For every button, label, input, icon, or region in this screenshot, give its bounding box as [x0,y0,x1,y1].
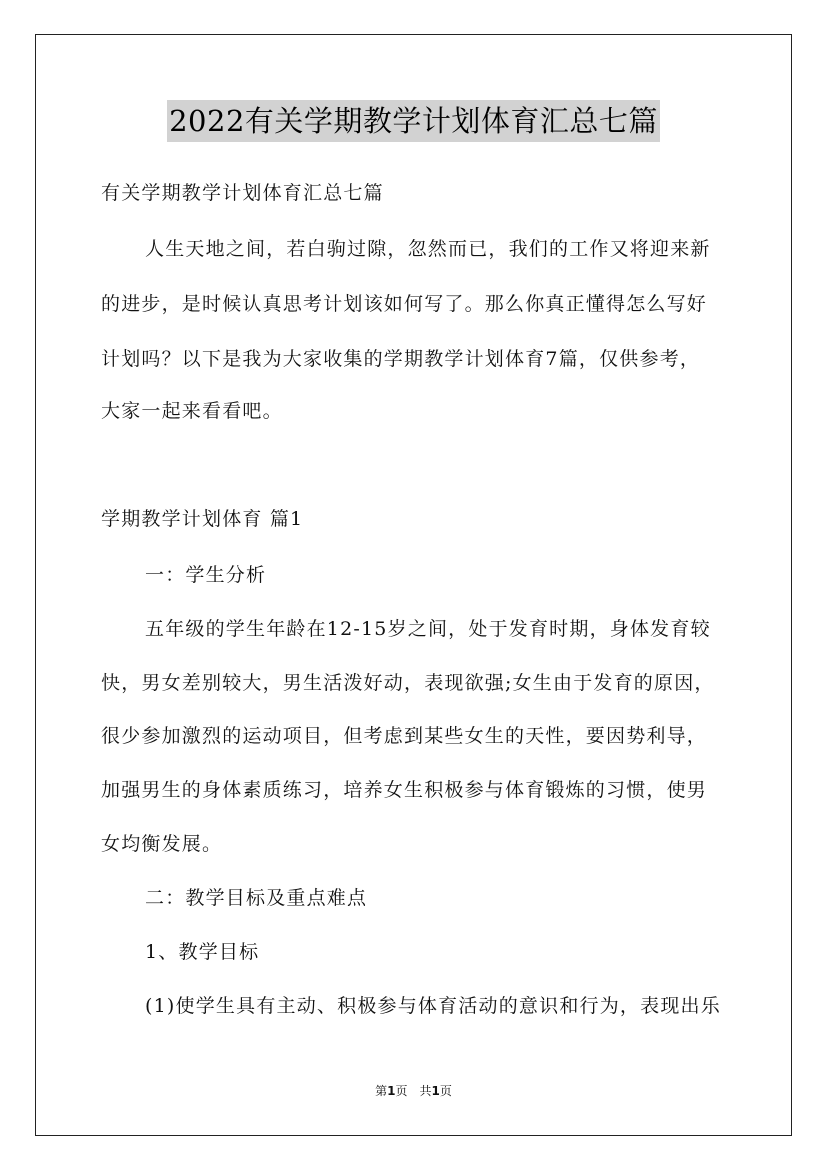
intro-line-2: 的进步，是时候认真思考计划该如何写了。那么你真正懂得怎么写好 [101,293,708,315]
footer-page-number: 1 [387,1084,396,1098]
title-container [0,100,827,142]
analysis-line-4: 加强男生的身体素质练习，培养女生积极参与体育锻炼的习惯，使男 [101,779,708,801]
analysis-line-2: 快，男女差别较大，男生活泼好动，表现欲强;女生由于发育的原因， [101,672,715,694]
footer-prefix: 第 [375,1084,388,1098]
document-title: 2022有关学期教学计划体育汇总七篇 [167,100,660,142]
intro-line-4: 大家一起来看看吧。 [101,400,283,422]
heading-student-analysis: 一：学生分析 [145,564,267,586]
analysis-line-1: 五年级的学生年龄在12-15岁之间，处于发育时期，身体发育较 [145,618,711,640]
heading-teaching-goals: 1、教学目标 [145,941,260,963]
intro-line-1: 人生天地之间，若白驹过隙，忽然而已，我们的工作又将迎来新 [145,238,711,260]
footer-total-pages: 1 [431,1084,440,1098]
document-subtitle: 有关学期教学计划体育汇总七篇 [101,182,384,204]
section-heading: 学期教学计划体育 篇1 [101,508,304,530]
goal-line-1: (1)使学生具有主动、积极参与体育活动的意识和行为，表现出乐 [145,995,721,1017]
footer-suffix: 页 [439,1084,452,1098]
intro-line-3: 计划吗？以下是我为大家收集的学期教学计划体育7篇，仅供参考， [101,348,701,370]
analysis-line-5: 女均衡发展。 [101,833,223,855]
analysis-line-3: 很少参加激烈的运动项目，但考虑到某些女生的天性，要因势利导， [101,725,708,747]
page-footer [0,1083,827,1099]
footer-mid: 页 共 [395,1084,432,1098]
heading-goals: 二：教学目标及重点难点 [145,887,368,909]
